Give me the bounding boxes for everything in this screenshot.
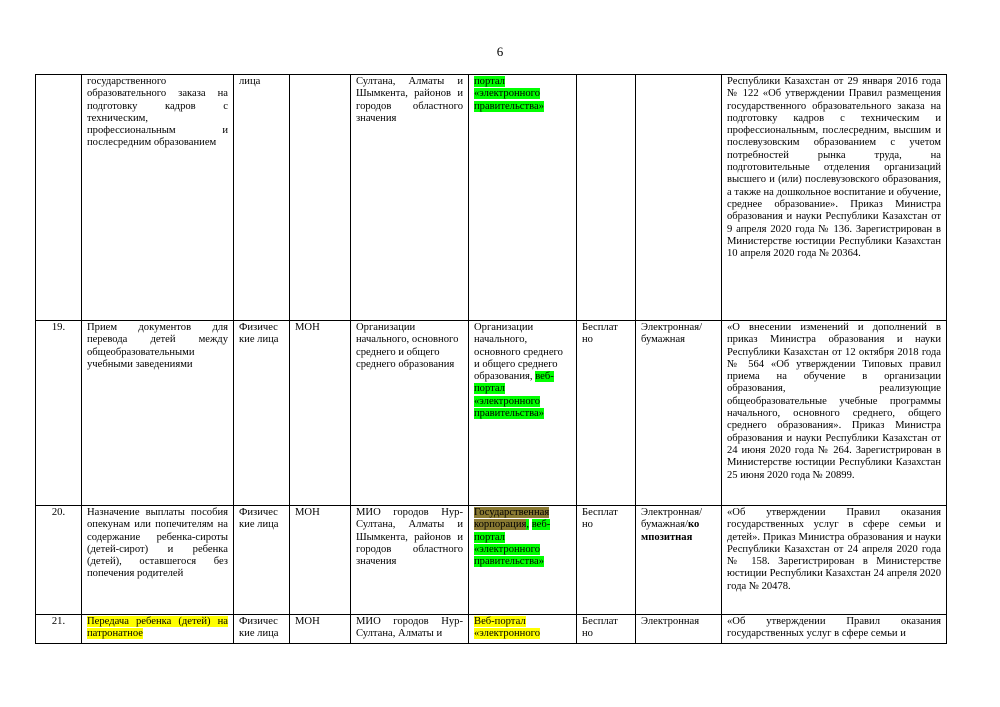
recipient: Физичес кие лица xyxy=(234,321,290,506)
channel-highlight-green: веб-портал «электронного правительства» xyxy=(474,371,554,420)
legal-basis: «Об утверждении Правил оказания государственных услуг в сфере семьи и детей». Приказ Министра образования и науки Республики Казахстан от 24 апреля 2020 года № 158. Зарегистрирован в Министерстве юстиции Республики Казахстан 24 апреля 2020 года № 20478. xyxy=(722,506,947,615)
recipient: лица xyxy=(234,75,290,321)
form-text-bold: ко мпозитная xyxy=(641,519,700,543)
legal-basis: «Об утверждении Правил оказания государственных услуг в сфере семьи и xyxy=(722,615,947,644)
service-name: Прием документов для перевода детей между общеобразовательными учебными заведениями xyxy=(82,321,234,506)
cost: Бесплат но xyxy=(577,506,636,615)
table-row xyxy=(36,615,947,644)
channel-highlight-olive: Государственная корпорация xyxy=(474,507,550,531)
provider: Султана, Алматы и Шымкента, районов и городов областного значения xyxy=(351,75,469,321)
ministry: МОН xyxy=(290,615,351,644)
delivery-channel xyxy=(469,506,577,615)
cost: Бесплат но xyxy=(577,321,636,506)
provider: МИО городов Нур-Султана, Алматы и Шымкента, районов и городов областного значения xyxy=(351,506,469,615)
form: Электронная xyxy=(636,615,722,644)
form xyxy=(636,75,722,321)
row-number xyxy=(36,75,82,321)
provider: МИО городов Нур-Султана, Алматы и xyxy=(351,615,469,644)
row-number: 21. xyxy=(36,615,82,644)
service-name xyxy=(82,615,234,644)
cost: Бесплат но xyxy=(577,615,636,644)
delivery-channel xyxy=(469,75,577,321)
channel-separator: , xyxy=(526,519,530,531)
recipient: Физичес кие лица xyxy=(234,615,290,644)
channel-text: Организации начального, основного среднего и общего среднего образования, xyxy=(474,322,563,383)
ministry: МОН xyxy=(290,506,351,615)
services-table xyxy=(35,74,947,644)
table-row xyxy=(36,506,947,615)
service-name: Назначение выплаты пособия опекунам или попечителям на содержание ребенка-сироты (детей-сирот) и ребенка (детей), оставшегося без попечения родителей xyxy=(82,506,234,615)
recipient: Физичес кие лица xyxy=(234,506,290,615)
delivery-channel xyxy=(469,615,577,644)
table-row xyxy=(36,75,947,321)
row-number: 19. xyxy=(36,321,82,506)
service-name-highlight-yellow: Передача ребенка (детей) на патронатное xyxy=(87,616,228,640)
cost xyxy=(577,75,636,321)
table-row xyxy=(36,321,947,506)
legal-basis: «О внесении изменений и дополнений в приказ Министра образования и науки Республики Казахстан от 12 октября 2018 года № 564 «Об утверждении Типовых правил приема на обучение в организации образования, реализующие общеобразовательные учебные программы начального, основного среднего, общего среднего образования». Приказ Министра образования и науки Республики Казахстан от 24 июня 2020 года № 264. Зарегистрирован в Министерстве юстиции Республики Казахстан 25 июня 2020 года № 20899. xyxy=(722,321,947,506)
service-name: государственного образовательного заказа на подготовку кадров с техническим, профессиональным и послесредним образованием xyxy=(82,75,234,321)
page-number: 6 xyxy=(496,44,504,59)
ministry: МОН xyxy=(290,321,351,506)
delivery-channel xyxy=(469,321,577,506)
row-number: 20. xyxy=(36,506,82,615)
provider: Организации начального, основного среднего и общего среднего образования xyxy=(351,321,469,506)
channel-highlight-green: веб-портал «электронного правительства» xyxy=(474,519,551,568)
channel-highlight-yellow: Веб-портал «электронного xyxy=(474,616,541,640)
channel-highlight-green: портал «электронного правительства» xyxy=(474,76,544,112)
ministry xyxy=(290,75,351,321)
form xyxy=(636,506,722,615)
form-text: Электронная/ бумажная/ xyxy=(641,507,703,531)
legal-basis: Республики Казахстан от 29 января 2016 года № 122 «Об утверждении Правил размещения государственного образовательного заказа на подготовку кадров с техническим и профессиональным, послесредним, высшим и послевузовским образованием с учетом потребностей рынка труда, на подготовительные отделения организаций высшего и (или) послевузовского образования, а также на дошкольное воспитание и обучение, среднее образование». Приказ Министра образования и науки Республики Казахстан от 9 апреля 2020 года № 136. Зарегистрирован в Министерстве юстиции Республики Казахстан 10 апреля 2020 года № 20364. xyxy=(722,75,947,321)
form: Электронная/ бумажная xyxy=(636,321,722,506)
